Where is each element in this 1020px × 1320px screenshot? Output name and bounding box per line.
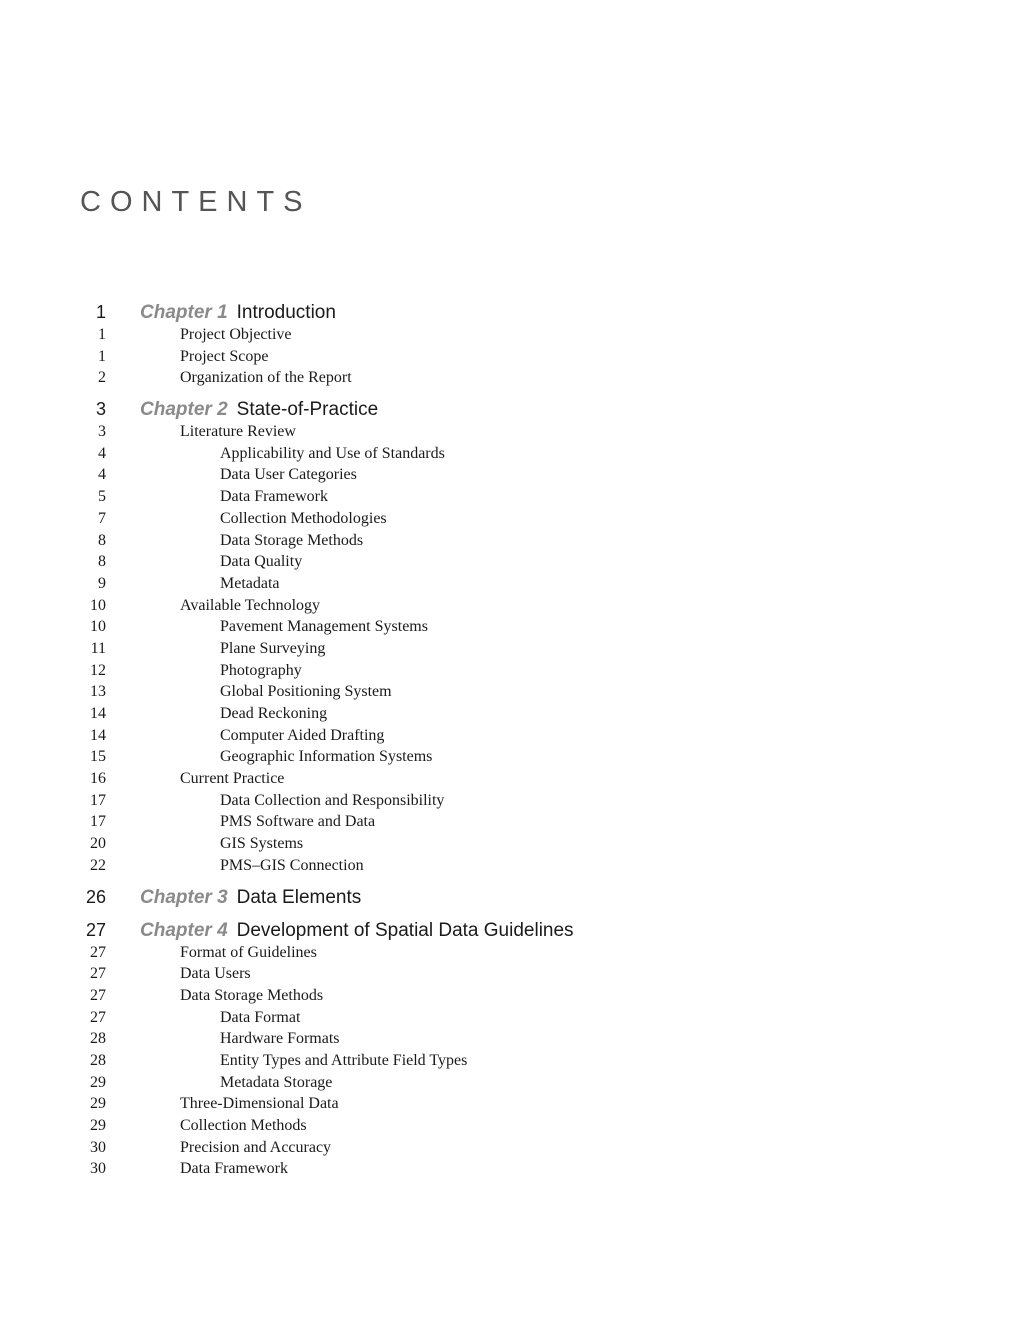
toc-section-entry [0, 1137, 1020, 1159]
toc-section-title: Precision and Accuracy [180, 1138, 332, 1156]
toc-subsection-entry [0, 1050, 1020, 1072]
toc-section-title: Data Storage Methods [180, 986, 324, 1004]
toc-page-number: 28 [90, 1051, 106, 1069]
toc-page-number: 13 [90, 683, 106, 701]
toc-subsection-entry [0, 464, 1020, 486]
toc-subsection-title: Data Format [220, 1008, 301, 1026]
toc-page-number: 8 [98, 553, 106, 571]
toc-section-entry [0, 346, 1020, 368]
toc-section-title: Organization of the Report [180, 369, 352, 387]
toc-subsection-entry [0, 530, 1020, 552]
toc-page-number: 17 [90, 813, 106, 831]
toc-page-number: 15 [90, 748, 106, 766]
toc-section-entry [0, 985, 1020, 1007]
toc-page-number: 7 [98, 509, 106, 527]
page-title: CONTENTS [80, 186, 312, 218]
toc-subsection-title: PMS Software and Data [220, 813, 376, 831]
toc-section-title: Format of Guidelines [180, 943, 317, 961]
toc-page-number: 9 [98, 574, 106, 592]
toc-subsection-entry [0, 703, 1020, 725]
toc-section-title: Three-Dimensional Data [180, 1095, 339, 1113]
toc-page-number: 29 [90, 1095, 106, 1113]
toc-chapter-entry [0, 886, 1020, 909]
toc-subsection-title: Data User Categories [220, 466, 357, 484]
toc-page-number: 22 [90, 856, 106, 874]
toc-page-number: 14 [90, 726, 106, 744]
toc-section-entry [0, 1093, 1020, 1115]
toc-subsection-entry [0, 443, 1020, 465]
toc-section-entry [0, 595, 1020, 617]
toc-page-number: 27 [90, 943, 106, 961]
toc-subsection-title: Data Storage Methods [220, 531, 364, 549]
toc-section-title: Current Practice [180, 770, 285, 788]
toc-section-title: Literature Review [180, 423, 296, 441]
toc-subsection-entry [0, 486, 1020, 508]
toc-subsection-entry [0, 681, 1020, 703]
toc-page-number: 27 [90, 986, 106, 1004]
toc-page-number: 11 [90, 639, 106, 657]
table-of-contents [0, 301, 1020, 1180]
toc-subsection-title: Plane Surveying [220, 639, 326, 657]
toc-subsection-entry [0, 833, 1020, 855]
toc-page-number: 4 [98, 444, 106, 462]
toc-subsection-entry [0, 746, 1020, 768]
toc-subsection-title: Data Framework [220, 488, 328, 506]
toc-section-title: Data Framework [180, 1160, 288, 1178]
toc-page-number: 3 [98, 423, 106, 441]
toc-subsection-entry [0, 551, 1020, 573]
toc-page-number: 27 [90, 1008, 106, 1026]
toc-subsection-title: Pavement Management Systems [220, 618, 428, 636]
toc-page-number: 30 [90, 1138, 106, 1156]
toc-page-number: 3 [95, 399, 106, 420]
toc-subsection-entry [0, 508, 1020, 530]
toc-subsection-title: Collection Methodologies [220, 509, 387, 527]
toc-page-number: 1 [98, 326, 106, 343]
toc-section-entry [0, 768, 1020, 790]
toc-page-number: 16 [90, 770, 106, 788]
chapter-label: Chapter 1 [140, 302, 228, 323]
chapter-title: Data Elements [236, 886, 362, 908]
toc-section-entry [0, 324, 1020, 346]
toc-section-entry [0, 963, 1020, 985]
toc-section-entry [0, 942, 1020, 964]
toc-section-entry [0, 421, 1020, 443]
toc-page-number: 29 [90, 1073, 106, 1091]
toc-page-number: 1 [95, 302, 106, 322]
toc-page-number: 29 [90, 1117, 106, 1134]
toc-chapter-entry [0, 301, 1020, 324]
toc-page-number: 27 [85, 919, 106, 940]
toc-section-title: Data Users [180, 965, 251, 983]
toc-page-number: 28 [90, 1030, 106, 1048]
toc-page-number: 27 [90, 965, 106, 983]
toc-chapter-entry [0, 919, 1020, 942]
toc-page-number: 1 [98, 347, 106, 365]
toc-subsection-entry [0, 1007, 1020, 1029]
chapter-title: State-of-Practice [236, 399, 379, 421]
toc-subsection-title: GIS Systems [220, 835, 304, 853]
toc-section-entry [0, 1115, 1020, 1137]
toc-page-number: 17 [90, 791, 106, 809]
toc-page-number: 10 [90, 618, 106, 636]
toc-chapter-heading [140, 301, 336, 324]
toc-section-title: Collection Methods [180, 1117, 307, 1134]
toc-page-number: 12 [90, 661, 106, 679]
toc-subsection-title: Hardware Formats [220, 1030, 340, 1048]
toc-subsection-title: Data Quality [220, 553, 303, 571]
toc-subsection-entry [0, 573, 1020, 595]
toc-subsection-title: Applicability and Use of Standards [220, 444, 445, 462]
toc-page-number: 14 [90, 705, 106, 722]
toc-page-number: 5 [98, 488, 106, 506]
toc-section-entry [0, 1158, 1020, 1180]
chapter-label: Chapter 3 [140, 886, 228, 908]
chapter-label: Chapter 4 [140, 919, 228, 941]
toc-subsection-entry [0, 725, 1020, 747]
toc-chapter-heading [140, 886, 361, 909]
toc-subsection-entry [0, 616, 1020, 638]
toc-subsection-title: Geographic Information Systems [220, 748, 433, 766]
toc-subsection-entry [0, 660, 1020, 682]
toc-subsection-title: Entity Types and Attribute Field Types [220, 1051, 468, 1069]
toc-chapter-heading [140, 919, 574, 942]
toc-subsection-title: Photography [220, 661, 302, 679]
toc-subsection-title: Global Positioning System [220, 683, 392, 701]
toc-page-number: 30 [90, 1160, 106, 1178]
toc-subsection-title: Metadata [220, 574, 280, 592]
toc-subsection-title: Dead Reckoning [220, 705, 328, 722]
toc-page-number: 2 [98, 369, 106, 387]
toc-section-entry [0, 367, 1020, 389]
chapter-title: Introduction [236, 302, 336, 323]
toc-page-number: 8 [98, 531, 106, 549]
chapter-title: Development of Spatial Data Guidelines [236, 919, 574, 941]
toc-subsection-entry [0, 1028, 1020, 1050]
toc-section-title: Available Technology [180, 596, 321, 614]
toc-section-title: Project Scope [180, 347, 269, 365]
toc-subsection-entry [0, 811, 1020, 833]
toc-page-number: 10 [90, 596, 106, 614]
toc-page-number: 26 [85, 886, 106, 907]
toc-chapter-heading [140, 398, 378, 421]
toc-subsection-entry [0, 638, 1020, 660]
toc-subsection-title: Data Collection and Responsibility [220, 791, 445, 809]
chapter-label: Chapter 2 [140, 399, 228, 421]
toc-subsection-title: PMS–GIS Connection [220, 856, 364, 874]
toc-subsection-entry [0, 790, 1020, 812]
toc-subsection-entry [0, 855, 1020, 877]
toc-page-number: 4 [98, 466, 106, 484]
toc-chapter-entry [0, 398, 1020, 421]
toc-subsection-title: Metadata Storage [220, 1073, 333, 1091]
toc-subsection-title: Computer Aided Drafting [220, 726, 385, 744]
toc-section-title: Project Objective [180, 326, 292, 343]
toc-page-number: 20 [90, 835, 106, 853]
toc-subsection-entry [0, 1072, 1020, 1094]
